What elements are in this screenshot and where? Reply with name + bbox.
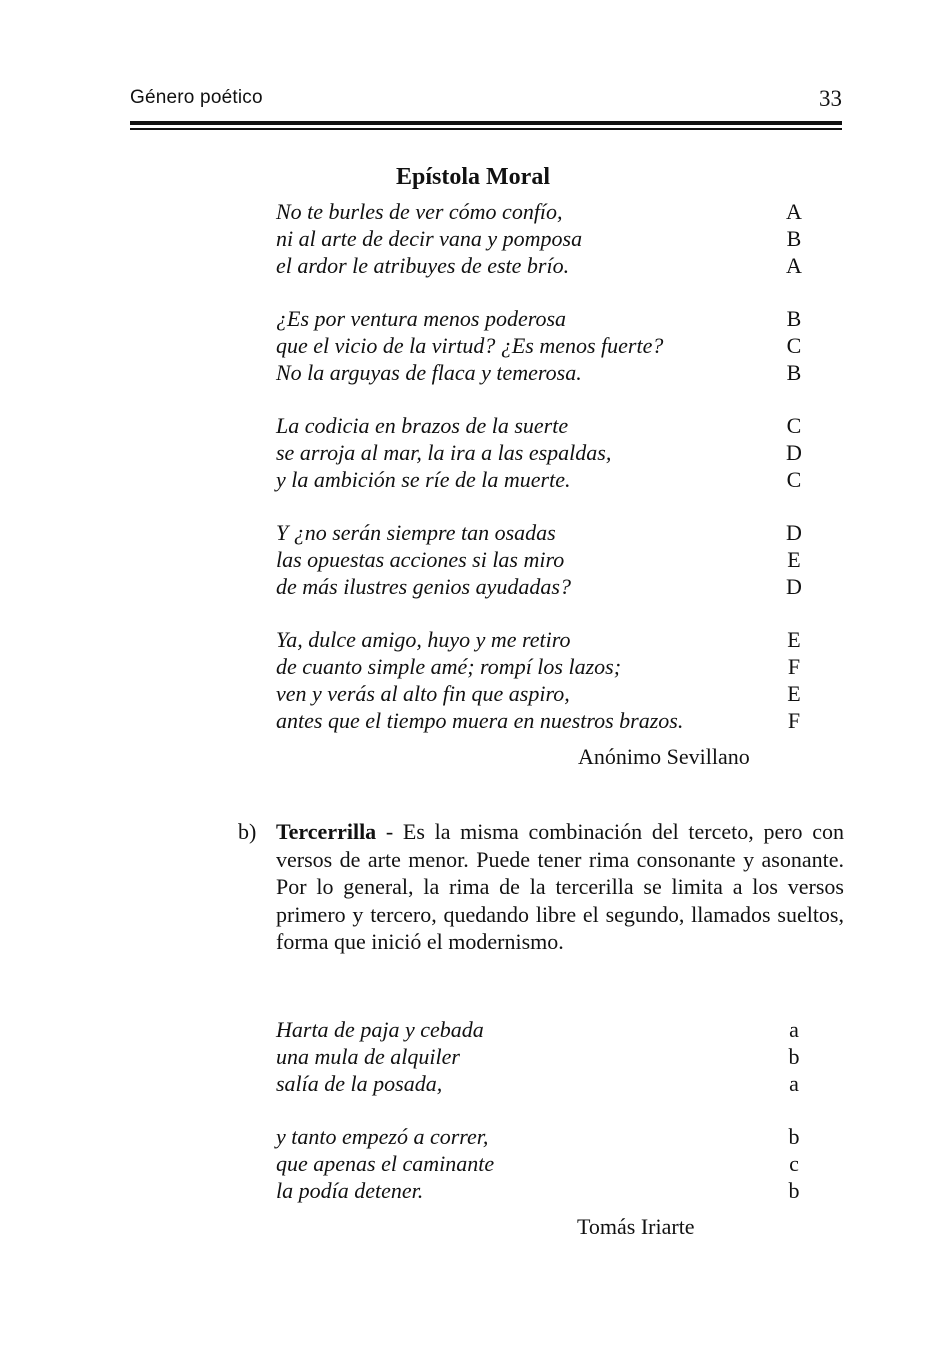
rhyme-letter: E: [787, 627, 801, 652]
stanza: [276, 519, 806, 600]
rhyme-letter: B: [786, 226, 802, 251]
verse-line: [276, 439, 806, 466]
header-rule-thick: [130, 121, 842, 125]
verse-text: el ardor le atribuyes de este brío.: [276, 253, 570, 278]
verse-line: [276, 707, 806, 734]
poem-author: Anónimo Sevillano: [578, 744, 750, 769]
list-marker: b): [238, 819, 257, 844]
verse-line: [276, 1177, 806, 1204]
verse-line: [276, 653, 806, 680]
verse-text: ven y verás al alto fin que aspiro,: [276, 681, 570, 706]
header-title: Género poético: [130, 87, 263, 108]
verse-text: La codicia en brazos de la suerte: [276, 413, 569, 438]
verse-line: [276, 1070, 806, 1097]
verse-text: No la arguyas de flaca y temerosa.: [276, 360, 582, 385]
verse-line: [276, 359, 806, 386]
rhyme-letter: C: [786, 333, 802, 358]
verse-text: ¿Es por ventura menos poderosa: [276, 306, 567, 331]
verse-line: [276, 546, 806, 573]
verse-line: [276, 1016, 806, 1043]
stanza: [276, 305, 806, 386]
rhyme-letter: A: [786, 253, 802, 278]
rhyme-letter: D: [786, 520, 802, 545]
verse-line: [276, 519, 806, 546]
verse-text: y tanto empezó a correr,: [276, 1124, 489, 1149]
rhyme-letter: E: [787, 547, 801, 572]
rhyme-letter: C: [786, 413, 802, 438]
rhyme-letter: C: [786, 467, 802, 492]
verse-line: [276, 626, 806, 653]
rhyme-letter: D: [786, 440, 802, 465]
stanza: [276, 1123, 806, 1204]
verse-line: [276, 1150, 806, 1177]
verse-text: No te burles de ver cómo confío,: [276, 199, 563, 224]
verse-text: la podía detener.: [276, 1178, 424, 1203]
verse-text: salía de la posada,: [276, 1071, 443, 1096]
verse-line: [276, 225, 806, 252]
verse-text: Y ¿no serán siempre tan osadas: [276, 520, 556, 545]
page-number: 33: [819, 86, 842, 111]
rhyme-letter: E: [787, 681, 801, 706]
verse-text: que el vicio de la virtud? ¿Es menos fuerte?: [276, 333, 664, 358]
rhyme-letter: D: [786, 574, 802, 599]
section-b-paragraph: [238, 818, 844, 956]
term-heading: Tercerrilla: [276, 819, 377, 844]
verse-text: Harta de paja y cebada: [276, 1017, 484, 1042]
tercerrilla-poem: [276, 1016, 806, 1230]
rhyme-letter: A: [786, 199, 802, 224]
verse-text: de más ilustres genios ayudadas?: [276, 574, 571, 599]
verse-line: [276, 332, 806, 359]
verse-line: [276, 252, 806, 279]
rhyme-letter: B: [786, 360, 802, 385]
verse-text: las opuestas acciones si las miro: [276, 547, 565, 572]
rhyme-letter: b: [788, 1178, 800, 1203]
verse-line: [276, 305, 806, 332]
rhyme-letter: F: [787, 654, 801, 679]
rhyme-letter: b: [788, 1044, 800, 1069]
verse-text: se arroja al mar, la ira a las espaldas,: [276, 440, 612, 465]
paragraph-text: - Es la misma combinación del terceto, pero con versos de arte menor. Puede tener rima consonante y asonante. Por lo general, la rima de la tercerilla se limita a los versos primero y tercero, quedando libre el segundo, llamados sueltos, forma que inició el modernismo.: [276, 819, 844, 955]
rhyme-letter: a: [789, 1017, 799, 1042]
verse-line: [276, 466, 806, 493]
verse-line: [276, 573, 806, 600]
verse-line: [276, 1123, 806, 1150]
verse-text: que apenas el caminante: [276, 1151, 495, 1176]
verse-text: de cuanto simple amé; rompí los lazos;: [276, 654, 622, 679]
verse-text: antes que el tiempo muera en nuestros brazos.: [276, 708, 684, 733]
verse-text: Ya, dulce amigo, huyo y me retiro: [276, 627, 571, 652]
verse-text: una mula de alquiler: [276, 1044, 460, 1069]
epistola-poem: [276, 198, 806, 760]
stanza: [276, 198, 806, 279]
poem-author: Tomás Iriarte: [577, 1214, 695, 1239]
rhyme-letter: c: [789, 1151, 799, 1176]
verse-line: [276, 1043, 806, 1070]
verse-line: [276, 412, 806, 439]
stanza: [276, 412, 806, 493]
stanza: [276, 1016, 806, 1097]
verse-text: ni al arte de decir vana y pomposa: [276, 226, 583, 251]
rhyme-letter: F: [787, 708, 801, 733]
rhyme-letter: B: [786, 306, 802, 331]
poem-title: Epístola Moral: [396, 164, 550, 190]
verse-line: [276, 680, 806, 707]
paragraph-body: [276, 818, 844, 956]
rhyme-letter: b: [788, 1124, 800, 1149]
header-rule-thin: [130, 128, 842, 130]
stanza: [276, 626, 806, 734]
verse-text: y la ambición se ríe de la muerte.: [276, 467, 571, 492]
verse-line: [276, 198, 806, 225]
rhyme-letter: a: [789, 1071, 799, 1096]
